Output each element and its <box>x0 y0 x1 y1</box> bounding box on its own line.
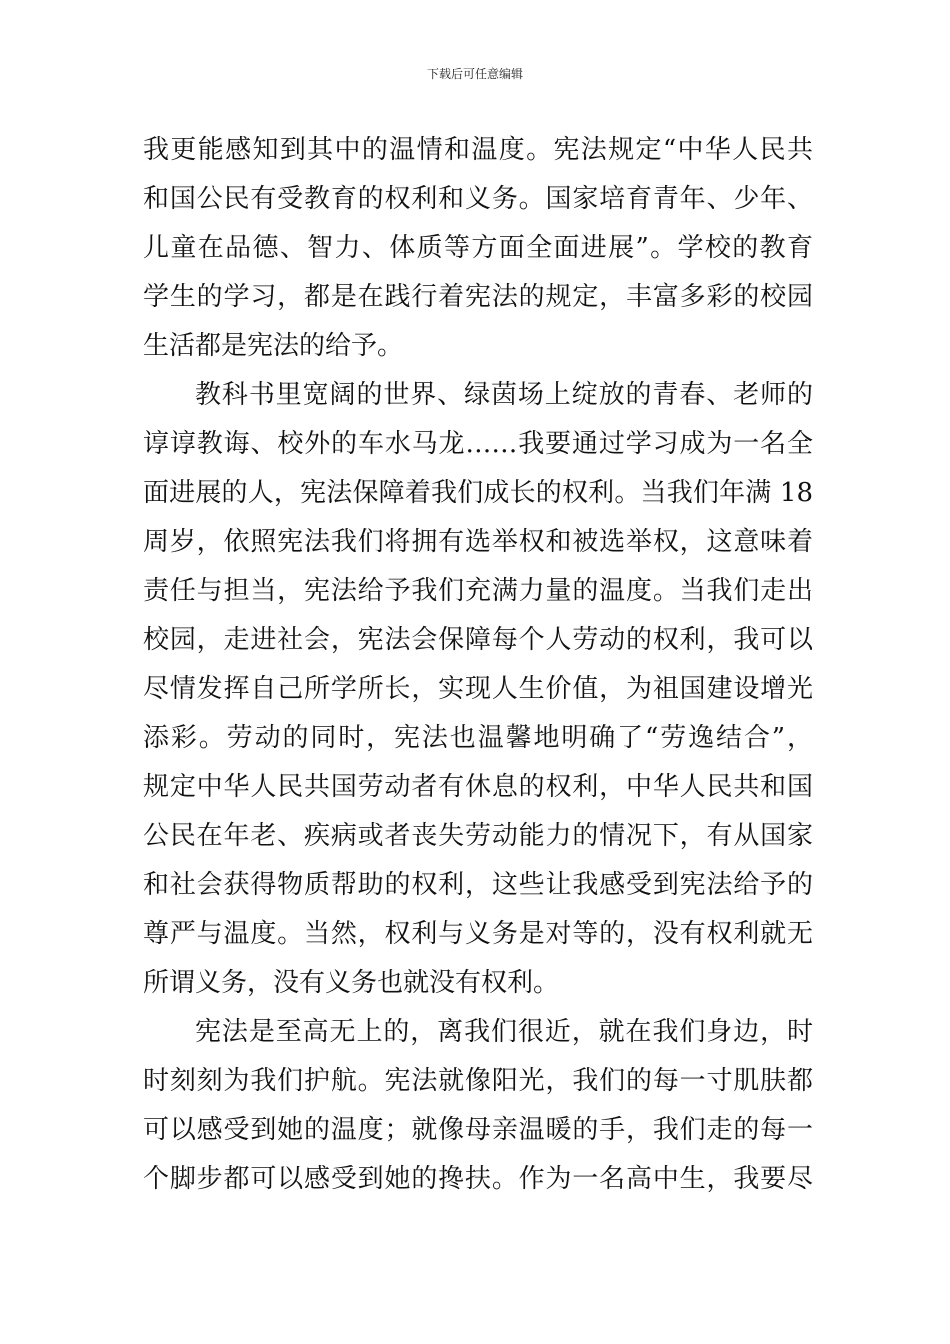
text-line: 我更能感知到其中的温情和温度。宪法规定“中华人民共 <box>143 135 813 165</box>
text-line: 和国公民有受教育的权利和义务。国家培育青年、少年、 <box>143 184 813 214</box>
text-line: 所谓义务，没有义务也就没有权利。 <box>143 968 560 998</box>
text-line: 生活都是宪法的给予。 <box>143 331 404 361</box>
text-line: 面进展的人，宪法保障着我们成长的权利。当我们年满 18 <box>143 478 813 508</box>
text-line: 和社会获得物质帮助的权利，这些让我感受到宪法给予的 <box>143 870 813 900</box>
text-line: 可以感受到她的温度；就像母亲温暖的手，我们走的每一 <box>143 1115 813 1145</box>
text-line: 学生的学习，都是在践行着宪法的规定，丰富多彩的校园 <box>143 282 813 312</box>
paragraph <box>143 371 813 1008</box>
text-line: 规定中华人民共国劳动者有休息的权利，中华人民共和国 <box>143 772 813 802</box>
text-line: 周岁，依照宪法我们将拥有选举权和被选举权，这意味着 <box>143 527 813 557</box>
text-line: 时刻刻为我们护航。宪法就像阳光，我们的每一寸肌肤都 <box>143 1066 813 1096</box>
text-line: 公民在年老、疾病或者丧失劳动能力的情况下，有从国家 <box>143 821 813 851</box>
text-line: 宪法是至高无上的，离我们很近，就在我们身边，时 <box>195 1017 813 1047</box>
paragraph <box>143 126 813 371</box>
text-line: 个脚步都可以感受到她的搀扶。作为一名高中生，我要尽 <box>143 1164 813 1194</box>
text-line: 尽情发挥自己所学所长，实现人生价值，为祖国建设增光 <box>143 674 813 704</box>
paragraph <box>143 1008 813 1204</box>
text-line: 尊严与温度。当然，权利与义务是对等的，没有权利就无 <box>143 919 813 949</box>
text-line: 教科书里宽阔的世界、绿茵场上绽放的青春、老师的 <box>195 380 813 410</box>
page-header: 下载后可任意编辑 <box>426 67 523 81</box>
text-line: 责任与担当，宪法给予我们充满力量的温度。当我们走出 <box>143 576 813 606</box>
text-line: 谆谆教诲、校外的车水马龙……我要通过学习成为一名全 <box>143 429 813 459</box>
body-text <box>143 126 813 1204</box>
text-line: 校园，走进社会，宪法会保障每个人劳动的权利，我可以 <box>143 625 813 655</box>
text-line: 儿童在品德、智力、体质等方面全面进展”。学校的教育 <box>143 233 813 263</box>
text-line: 添彩。劳动的同时，宪法也温馨地明确了“劳逸结合”， <box>143 723 813 753</box>
